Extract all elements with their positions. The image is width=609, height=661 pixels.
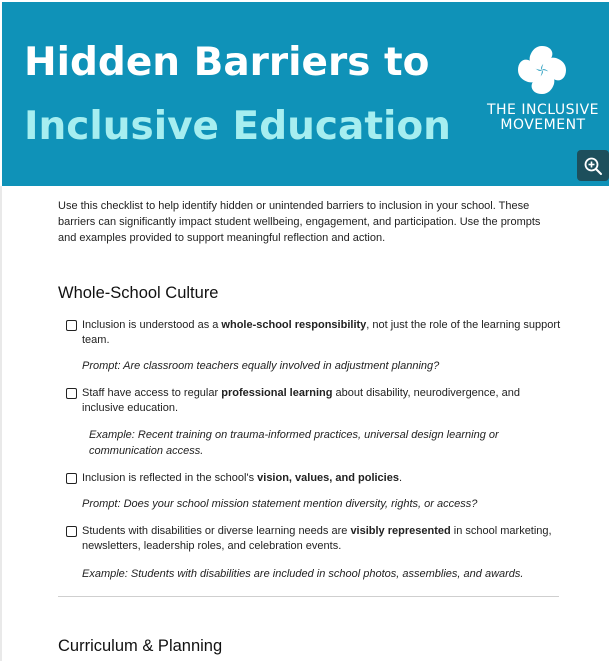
example-note: Example: Recent training on trauma-informed practices, universal design learning or communication access.: [89, 429, 499, 457]
checklist-item-text: Staff have access to regular professional learning about disability, neurodivergence, and inclusive education.: [82, 387, 521, 414]
zoom-in-button[interactable]: [577, 150, 609, 181]
inclusive-movement-logo-icon: [516, 44, 568, 96]
section-title-whole-school-culture: Whole-School Culture: [58, 284, 219, 302]
checkbox[interactable]: [66, 320, 77, 331]
section-divider: [58, 596, 559, 597]
prompt-note: Prompt: Does your school mission statement mention diversity, rights, or access?: [82, 498, 478, 510]
left-panel-edge: [0, 186, 2, 661]
checklist-item-text: Inclusion is understood as a whole-school responsibility, not just the role of the learning support team.: [82, 319, 561, 346]
checkbox[interactable]: [66, 388, 77, 399]
header-banner: [2, 2, 609, 186]
intro-paragraph: Use this checklist to help identify hidden or unintended barriers to inclusion in your school. These barriers can significantly impact student wellbeing, engagement, and participation. Use the prompts and examples provided to support meaningful reflection and action.: [58, 200, 541, 244]
logo-text-line-1: THE INCLUSIVE: [486, 102, 600, 118]
checkbox[interactable]: [66, 526, 77, 537]
example-note: Example: Students with disabilities are included in school photos, assemblies, and awards.: [82, 568, 524, 580]
checklist-item-text: Students with disabilities or diverse learning needs are visibly represented in school marketing, newsletters, leadership roles, and celebration events.: [82, 525, 552, 552]
logo-text-line-2: MOVEMENT: [500, 117, 586, 133]
checklist-item-text: Inclusion is reflected in the school's vision, values, and policies.: [82, 472, 403, 484]
logo-text: [478, 103, 608, 133]
prompt-note: Prompt: Are classroom teachers equally involved in adjustment planning?: [82, 360, 440, 372]
title-line-1: Hidden Barriers to: [24, 40, 430, 85]
section-title-curriculum-planning: Curriculum & Planning: [58, 637, 223, 655]
checkbox[interactable]: [66, 473, 77, 484]
zoom-in-icon: [583, 156, 603, 176]
title-line-2: Inclusive Education: [24, 104, 451, 149]
